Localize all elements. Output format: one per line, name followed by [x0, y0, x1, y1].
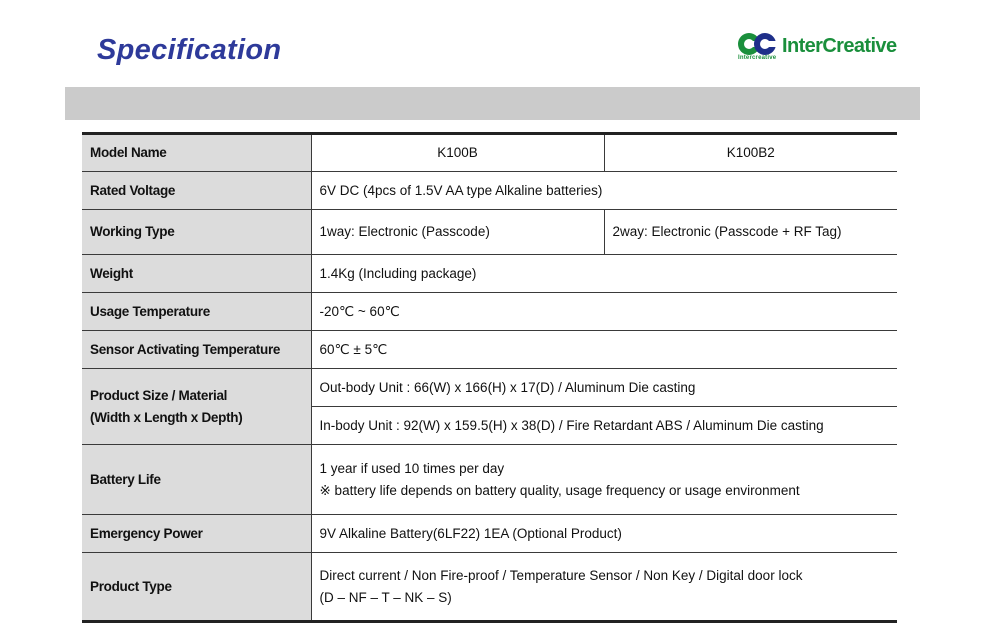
row-label-product-size [82, 369, 311, 445]
battery-life-value [311, 445, 897, 515]
table-row [82, 553, 897, 622]
table-row [82, 331, 897, 369]
rated-voltage-value: 6V DC (4pcs of 1.5V AA type Alkaline batteries) [311, 172, 897, 210]
table-row [82, 172, 897, 210]
table-row [82, 445, 897, 515]
table-row [82, 134, 897, 172]
working-type-k100b2: 2way: Electronic (Passcode + RF Tag) [604, 210, 897, 255]
in-body-unit-value: In-body Unit : 92(W) x 159.5(H) x 38(D) / Fire Retardant ABS / Aluminum Die casting [311, 407, 897, 445]
model-k100b2: K100B2 [604, 134, 897, 172]
table-row [82, 210, 897, 255]
table-row [82, 369, 897, 407]
row-label-model-name: Model Name [82, 134, 311, 172]
intercreative-logo [737, 32, 909, 62]
table-row [82, 293, 897, 331]
header-band [65, 87, 920, 120]
row-label-sensor-temperature: Sensor Activating Temperature [82, 331, 311, 369]
row-label-working-type: Working Type [82, 210, 311, 255]
table-row [82, 515, 897, 553]
page-title: Specification [97, 34, 282, 66]
model-k100b: K100B [311, 134, 604, 172]
product-size-label-line1: Product Size / Material [90, 387, 228, 403]
battery-life-note: ※ battery life depends on battery quality, usage frequency or usage environment [319, 482, 800, 498]
battery-life-line1: 1 year if used 10 times per day [319, 460, 505, 476]
specification-table [82, 132, 897, 623]
emergency-power-value: 9V Alkaline Battery(6LF22) 1EA (Optional Product) [311, 515, 897, 553]
usage-temperature-value: -20℃ ~ 60℃ [311, 293, 897, 331]
table-row [82, 255, 897, 293]
product-size-label-line2: (Width x Length x Depth) [90, 409, 243, 425]
row-label-rated-voltage: Rated Voltage [82, 172, 311, 210]
product-type-line1: Direct current / Non Fire-proof / Temperature Sensor / Non Key / Digital door lock [319, 567, 803, 583]
row-label-emergency-power: Emergency Power [82, 515, 311, 553]
out-body-unit-value: Out-body Unit : 66(W) x 166(H) x 17(D) / Aluminum Die casting [311, 369, 897, 407]
product-type-value [311, 553, 897, 622]
working-type-k100b: 1way: Electronic (Passcode) [311, 210, 604, 255]
row-label-usage-temperature: Usage Temperature [82, 293, 311, 331]
row-label-weight: Weight [82, 255, 311, 293]
row-label-battery-life: Battery Life [82, 445, 311, 515]
logo-wordmark: InterCreative [782, 35, 897, 57]
logo-subtext: Intercreative [738, 55, 777, 61]
sensor-temperature-value: 60℃ ± 5℃ [311, 331, 897, 369]
weight-value: 1.4Kg (Including package) [311, 255, 897, 293]
row-label-product-type: Product Type [82, 553, 311, 622]
product-type-code: (D – NF – T – NK – S) [319, 589, 452, 605]
